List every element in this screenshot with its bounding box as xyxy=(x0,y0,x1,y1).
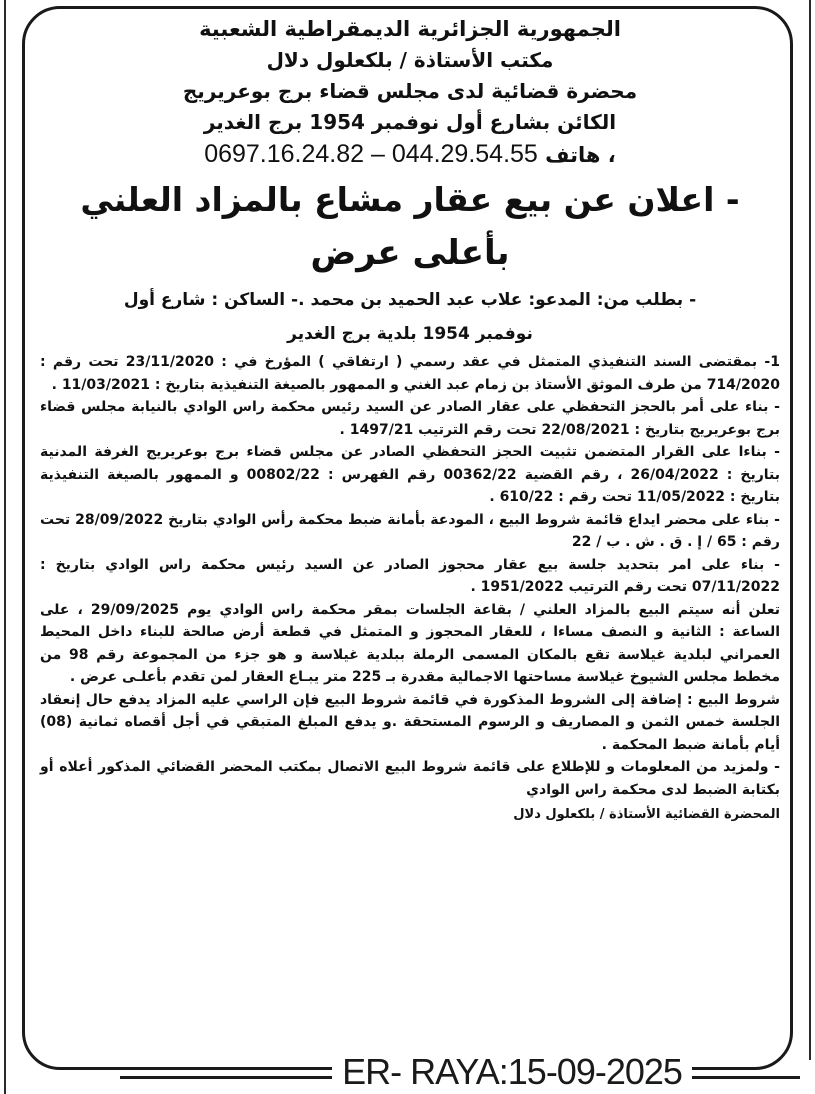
republic-header: الجمهورية الجزائرية الديمقراطية الشعبية xyxy=(199,17,621,41)
paragraph-contact-info: - ولمزيد من المعلومات و للإطلاع على قائمة شروط البيع الاتصال بمكتب المحضر القضائي المذكور أعلاه أو بكتابة الضبط لدى محكمة راس الوادي xyxy=(40,759,780,798)
bailiff-title: محضرة قضائية لدى مجلس قضاء برج بوعريريج xyxy=(182,79,638,103)
phone-line xyxy=(40,138,780,171)
notice-body xyxy=(40,14,780,827)
phone-label: ، هاتف xyxy=(545,143,616,167)
footer-rule-left xyxy=(120,1076,350,1079)
paragraph-sale-terms: شروط البيع : إضافة إلى الشروط المذكورة في قائمة شروط البيع فإن الراسي عليه المزاد يدفع حال إنعقاد الجلسة خمس الثمن و المصاريف و الرسوم المستحقة .و يدفع المبلغ المتبقي في أجل أقصاه ثمانية (08) أيام بأمانة ضبط المحكمة . xyxy=(40,691,780,753)
signature: المحضرة القضائية الأستاذة / بلكعلول دلال xyxy=(513,807,780,822)
footer-rule-right xyxy=(690,1076,800,1079)
paragraph-sale-conditions-deposit: - بناء على محضر ايداع قائمة شروط البيع ، المودعة بأمانة ضبط محكمة رأس الوادي بتاريخ 28/09/2022 تحت رقم : 65 / إ . ق . ش . ب / 22 xyxy=(40,511,780,550)
office-name: مكتب الأستاذة / بلكعلول دلال xyxy=(266,48,554,72)
paragraph-seizure-confirmation: - بناءا على القرار المتضمن تثبيت الحجز التحفظي الصادر عن مجلس قضاء برج بوعريريج الغرفة المدنية بتاريخ : 26/04/2022 ، رقم القضية 00362/22 رقم الفهرس : 00802/22 و الممهور بالصيغة التنفيذية بتاريخ : 11/05/2022 تحت رقم : 610/22 . xyxy=(40,444,781,505)
paragraph-enforcement-title: 1- بمقتضى السند التنفيذي المتمثل في عقد رسمي ( ارتفاقي ) المؤرخ في : 23/11/2020 تحت رقم : 714/2020 من طرف الموثق الأستاذ بن زمام عبد الغني و الممهور بالصيغة التنفيذية بتاريخ : 11/03/2021 . xyxy=(40,354,780,393)
scan-edge-right xyxy=(809,0,811,1060)
announcement-title: - اعلان عن بيع عقار مشاع بالمزاد العلني xyxy=(80,180,740,219)
request-line-2: نوفمبر 1954 بلدية برج الغدير xyxy=(287,324,533,344)
scan-edge-left xyxy=(4,0,6,1094)
phone-numbers: 0697.16.24.82 – 044.29.54.55 xyxy=(204,140,538,168)
office-address: الكائن بشارع أول نوفمبر 1954 برج الغدير xyxy=(203,110,617,134)
newspaper-source-stamp: ER- RAYA:15-09-2025 xyxy=(332,1052,692,1092)
paragraph-auction-details: تعلن أنه سيتم البيع بالمزاد العلني / بقاعة الجلسات بمقر محكمة راس الوادي يوم 29/09/2025 ، على الساعة : الثانية و النصف مساءا ، للعقار المحجوز و المتمثل في قطعة أرض صالحة للبناء داخل المحيط العمراني لبلدية غيلاسة تقع بالمكان المسمى الرملة ببلدية غيلاسة و هو جزء من المجموعة رقم 98 من مخطط مجلس الشيوخ غيلاسة مساحتها الاجمالية مقدرة بـ 225 متر يبـاع العقار لمن تقدم بأعلـى عرض . xyxy=(40,601,781,685)
request-line-1: - بطلب من: المدعو: علاب عبد الحميد بن محمد .- الساكن : شارع أول xyxy=(123,290,697,310)
paragraph-seizure-order: - بناء على أمر بالحجز التحفظي على عقار الصادر عن السيد رئيس محكمة راس الوادي بالنيابة مجلس قضاء برج بوعريريج بتاريخ : 22/08/2021 تحت رقم الترتيب 1497/21 . xyxy=(40,399,780,438)
paragraph-hearing-date-order: - بناء على امر بتحديد جلسة بيع عقار محجوز الصادر عن السيد رئيس محكمة راس الوادي بتاريخ : 07/11/2022 تحت رقم الترتيب 1951/2022 . xyxy=(40,556,780,595)
announcement-subtitle: بأعلى عرض xyxy=(310,233,510,273)
